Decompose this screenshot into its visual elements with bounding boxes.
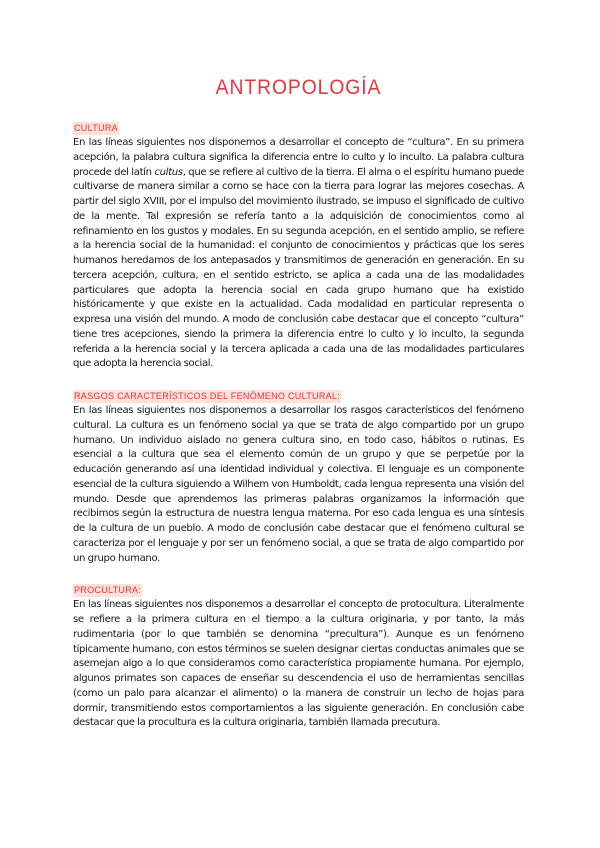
section-body-cultura xyxy=(73,136,524,372)
section-rasgos xyxy=(73,386,524,566)
section-body-procultura: En las líneas siguientes nos disponemos a desarrollar el concepto de protocultura. Literalmente se refiere a la primera cultura en el tiempo a la cultura originaria, y por tanto, la más rudimentaria (por lo que también se denomina “precultura”). Aunque es un fenómeno típicamente humano, con estos términos se suelen designar ciertas conductas animales que se asemejan algo a lo que consideramos como característica propiamente humana. Por ejemplo, algunos primates son capaces de enseñar su descendencia el uso de herramientas sencillas (como un palo para alcanzar el alimento) o la manera de construir un lecho de hojas para dormir, transmitiendo estos comportamientos a las siguiente generación. En conclusión cabe destacar que la procultura es la cultura originaria, también llamada precutura. xyxy=(73,599,524,729)
body-text-part: , que se refiere al cultivo de la tierra. El alma o el espíritu humano puede cultivarse de manera similar a como se hace con la tierra para lograr las mejores cosechas. A partir del siglo XVIII, por el impulso del movimiento ilustrado, se impuso el significado de cultivo de la mente. Tal expresión se refería tanto a la adquisición de conocimientos como al refinamiento en los gustos y modales. En su segunda acepción, en el sentido amplio, se refiere a la herencia social de la humanidad: el conjunto de conocimientos y prácticas que los seres humanos heredamos de los antepasados y transmitimos de generación en generación. En su tercera acepción, cultura, en el sentido estricto, se aplica a cada una de las modalidades particulares que adopta la herencia social en cada grupo humano que ha existido históricamente y que existe en la actualidad. Cada modalidad en particular representa o expresa una visión del mundo. A modo de conclusión cabe destacar que el concepto “cultura” tiene tres acepciones, siendo la primera la diferencia entre lo culto y lo inculto, la segunda referida a la herencia social y la tercera aplicada a cada una de las modalidades particulares que adopta la herencia social. xyxy=(73,166,525,370)
section-procultura xyxy=(73,580,524,731)
section-body-rasgos: En las líneas siguientes nos disponemos a desarrollar los rasgos característicos del fenómeno cultural. La cultura es un fenómeno social ya que se trata de algo compartido por un grupo humano. Un individuo aislado no genera cultura sino, en todo caso, hábitos o rutinas. Es esencial a la cultura que sea el elemento común de un grupo y que se perpetúe por la educación generando así una identidad individual y colectiva. El lenguaje es un componente esencial de la cultura siguiendo a Wilhem von Humboldt, cada lengua representa una visión del mundo. Desde que aprendemos las primeras palabras organizamos la información que recibimos según la estructura de nuestra lengua materna. Por eso cada lengua es una síntesis de la cultura de un pueblo. A modo de conclusión cabe destacar que el fenómeno cultural se caracteriza por el lenguaje y por ser un fenómeno social, a que se trata de algo compartido por un grupo humano. xyxy=(73,405,524,564)
section-cultura xyxy=(73,118,524,372)
section-heading-rasgos: RASGOS CARACTERÍSTICOS DEL FENÓMENO CULTURAL: xyxy=(74,391,341,401)
section-heading-cultura: CULTURA xyxy=(74,123,118,133)
document-title: ANTROPOLOGÍA xyxy=(215,76,382,99)
body-text-part: En las líneas siguientes nos disponemos a desarrollar el concepto de “cultura”. En su primera acepción, la palabra cultura significa la diferencia entre lo culto y lo inculto. La palabra cultura procede del latín xyxy=(73,137,524,178)
section-heading-procultura: PROCULTURA: xyxy=(74,585,142,596)
italic-term: cultus xyxy=(154,166,183,178)
